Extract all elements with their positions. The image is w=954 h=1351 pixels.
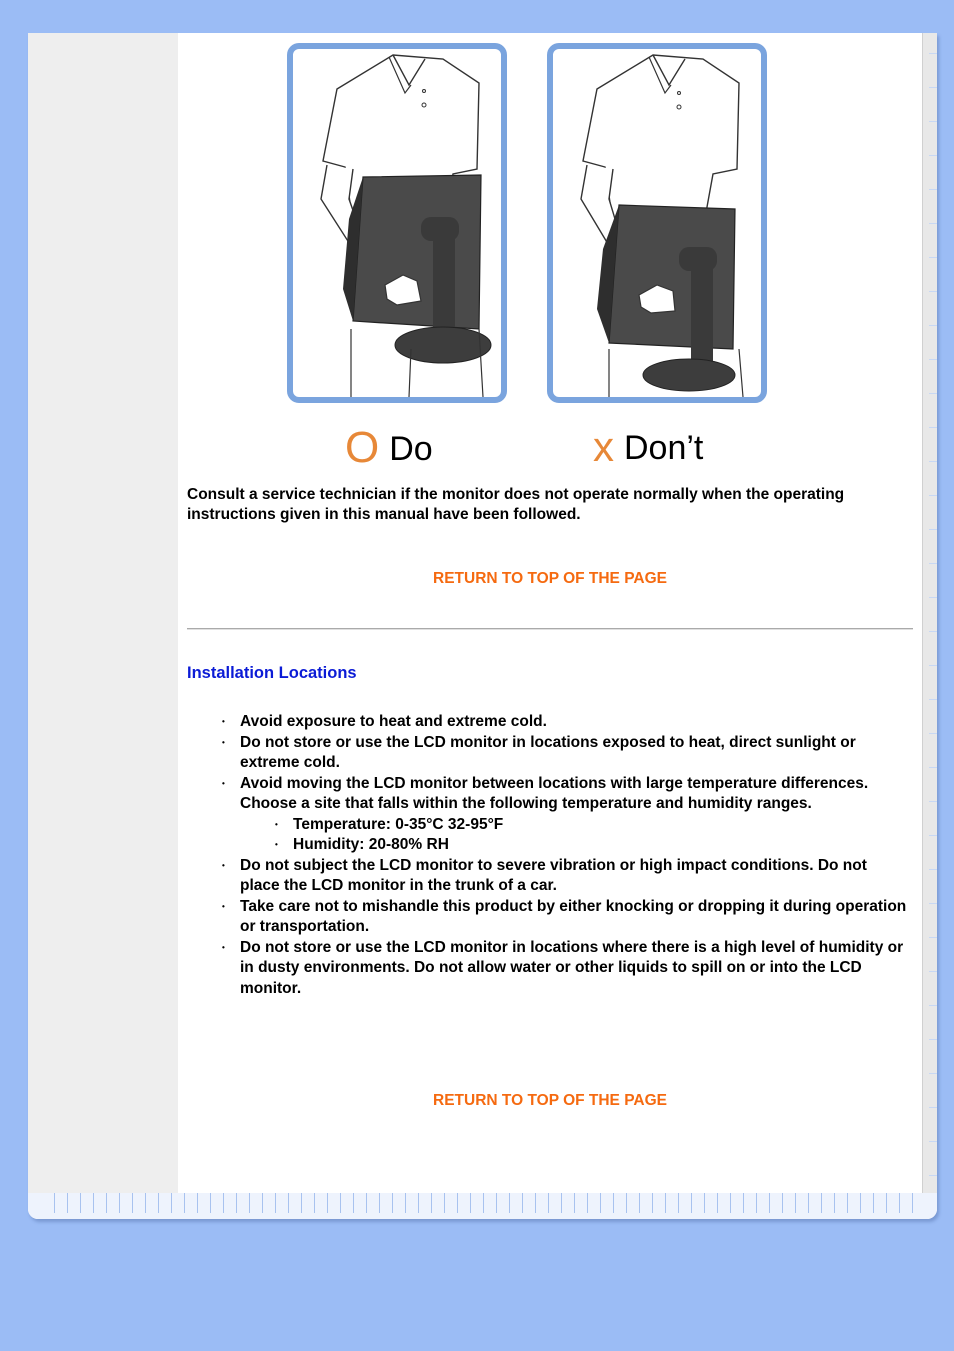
ruler-tick: [561, 1193, 562, 1213]
ruler-tick: [652, 1193, 653, 1213]
ruler-tick: [483, 1193, 484, 1213]
dont-x-mark: x: [593, 423, 614, 470]
bottom-ruler: [28, 1193, 937, 1219]
ruler-tick: [929, 1073, 937, 1074]
do-circle-mark: O: [345, 423, 380, 472]
service-notice: Consult a service technician if the monitor does not operate normally when the operating instructions given in this manual have been followed.: [187, 486, 845, 523]
ruler-tick: [929, 529, 937, 530]
ruler-tick: [340, 1193, 341, 1213]
ruler-tick: [223, 1193, 224, 1213]
ruler-tick: [929, 121, 937, 122]
ruler-tick: [929, 835, 937, 836]
ruler-tick: [197, 1193, 198, 1213]
ruler-tick: [444, 1193, 445, 1213]
ruler-tick: [275, 1193, 276, 1213]
ruler-tick: [327, 1193, 328, 1213]
ruler-tick: [704, 1193, 705, 1213]
ruler-tick: [496, 1193, 497, 1213]
ruler-tick: [470, 1193, 471, 1213]
section-divider: [187, 628, 913, 630]
ruler-tick: [392, 1193, 393, 1213]
ruler-tick: [899, 1193, 900, 1213]
ruler-tick: [54, 1193, 55, 1213]
ruler-tick: [262, 1193, 263, 1213]
ruler-tick: [929, 359, 937, 360]
ruler-tick: [366, 1193, 367, 1213]
ruler-tick: [236, 1193, 237, 1213]
ruler-tick: [929, 631, 937, 632]
list-item: • Take care not to mishandle this product by either knocking or dropping it during operation or transportation.: [240, 897, 913, 938]
ruler-tick: [929, 189, 937, 190]
ruler-tick: [717, 1193, 718, 1213]
list-item: • Avoid exposure to heat and extreme cold.: [240, 712, 913, 733]
ruler-tick: [730, 1193, 731, 1213]
ranges-sublist: [240, 815, 907, 856]
ruler-tick: [929, 223, 937, 224]
ruler-tick: [756, 1193, 757, 1213]
ruler-tick: [353, 1193, 354, 1213]
ruler-tick: [912, 1193, 913, 1213]
ruler-tick: [769, 1193, 770, 1213]
sublist-item: • Humidity: 20-80% RH: [293, 835, 907, 856]
ruler-tick: [665, 1193, 666, 1213]
ruler-tick: [929, 427, 937, 428]
ruler-tick: [132, 1193, 133, 1213]
ruler-tick: [929, 1039, 937, 1040]
right-edge-scroll: [922, 33, 937, 1193]
ruler-tick: [821, 1193, 822, 1213]
ruler-tick: [626, 1193, 627, 1213]
ruler-tick: [587, 1193, 588, 1213]
page-frame: [28, 33, 937, 1219]
ruler-tick: [929, 563, 937, 564]
ruler-tick: [929, 767, 937, 768]
list-item: [240, 774, 913, 856]
ruler-tick: [886, 1193, 887, 1213]
ruler-tick: [795, 1193, 796, 1213]
ruler-tick: [678, 1193, 679, 1213]
ruler-tick: [184, 1193, 185, 1213]
ruler-tick: [808, 1193, 809, 1213]
ruler-tick: [613, 1193, 614, 1213]
ruler-tick: [743, 1193, 744, 1213]
ruler-tick: [80, 1193, 81, 1213]
ruler-tick: [929, 699, 937, 700]
ruler-tick: [782, 1193, 783, 1213]
do-caption: [345, 423, 433, 473]
ruler-tick: [158, 1193, 159, 1213]
left-sidebar: [28, 33, 178, 1193]
do-illustration: [287, 43, 507, 403]
ruler-tick: [691, 1193, 692, 1213]
ruler-tick: [106, 1193, 107, 1213]
list-item: • Do not subject the LCD monitor to severe vibration or high impact conditions. Do not place the LCD monitor in the trunk of a car.: [240, 856, 913, 897]
dont-label: Don’t: [624, 429, 704, 467]
ruler-tick: [929, 461, 937, 462]
installation-locations-heading: Installation Locations: [187, 664, 357, 682]
list-item: • Do not store or use the LCD monitor in locations where there is a high level of humidity or in dusty environments. Do not allow water or other liquids to spill on or into the LCD monitor.: [240, 938, 913, 1000]
ruler-tick: [639, 1193, 640, 1213]
dont-caption: [593, 423, 703, 471]
ruler-tick: [548, 1193, 549, 1213]
ruler-tick: [522, 1193, 523, 1213]
ruler-tick: [210, 1193, 211, 1213]
ruler-tick: [929, 971, 937, 972]
ruler-tick: [535, 1193, 536, 1213]
ruler-tick: [929, 801, 937, 802]
ruler-tick: [929, 597, 937, 598]
installation-list: [187, 712, 913, 999]
list-item: • Do not store or use the LCD monitor in locations exposed to heat, direct sunlight or extreme cold.: [240, 733, 913, 774]
ruler-tick: [929, 665, 937, 666]
ruler-tick: [929, 733, 937, 734]
ruler-tick: [929, 53, 937, 54]
ruler-tick: [405, 1193, 406, 1213]
ruler-tick: [431, 1193, 432, 1213]
ruler-tick: [171, 1193, 172, 1213]
ruler-tick: [314, 1193, 315, 1213]
do-label: Do: [389, 430, 433, 468]
ruler-tick: [929, 1005, 937, 1006]
list-item-text: Avoid moving the LCD monitor between locations with large temperature differences. Choose a site that falls within the following temperature and humidity ranges.: [240, 774, 869, 812]
ruler-tick: [418, 1193, 419, 1213]
ruler-tick: [929, 393, 937, 394]
ruler-tick: [929, 87, 937, 88]
dont-illustration: [547, 43, 767, 403]
ruler-tick: [929, 325, 937, 326]
ruler-tick: [929, 1141, 937, 1142]
ruler-tick: [457, 1193, 458, 1213]
ruler-tick: [929, 155, 937, 156]
ruler-tick: [145, 1193, 146, 1213]
ruler-tick: [873, 1193, 874, 1213]
ruler-tick: [574, 1193, 575, 1213]
person-carrying-monitor-correct: [293, 49, 501, 397]
ruler-tick: [929, 903, 937, 904]
ruler-tick: [301, 1193, 302, 1213]
ruler-tick: [249, 1193, 250, 1213]
ruler-tick: [929, 495, 937, 496]
ruler-tick: [119, 1193, 120, 1213]
ruler-tick: [929, 869, 937, 870]
return-to-top-link[interactable]: RETURN TO TOP OF THE PAGE: [433, 1092, 667, 1109]
return-to-top-link[interactable]: RETURN TO TOP OF THE PAGE: [433, 570, 667, 587]
ruler-tick: [834, 1193, 835, 1213]
sublist-item: • Temperature: 0-35°C 32-95°F: [293, 815, 907, 836]
ruler-tick: [847, 1193, 848, 1213]
ruler-tick: [929, 937, 937, 938]
ruler-tick: [929, 291, 937, 292]
ruler-tick: [860, 1193, 861, 1213]
ruler-tick: [93, 1193, 94, 1213]
ruler-tick: [929, 257, 937, 258]
carry-monitor-figure: [287, 43, 767, 403]
ruler-tick: [929, 1175, 937, 1176]
ruler-tick: [600, 1193, 601, 1213]
ruler-tick: [509, 1193, 510, 1213]
person-carrying-monitor-incorrect: [553, 49, 761, 397]
ruler-tick: [288, 1193, 289, 1213]
ruler-tick: [379, 1193, 380, 1213]
ruler-tick: [929, 1107, 937, 1108]
ruler-tick: [67, 1193, 68, 1213]
